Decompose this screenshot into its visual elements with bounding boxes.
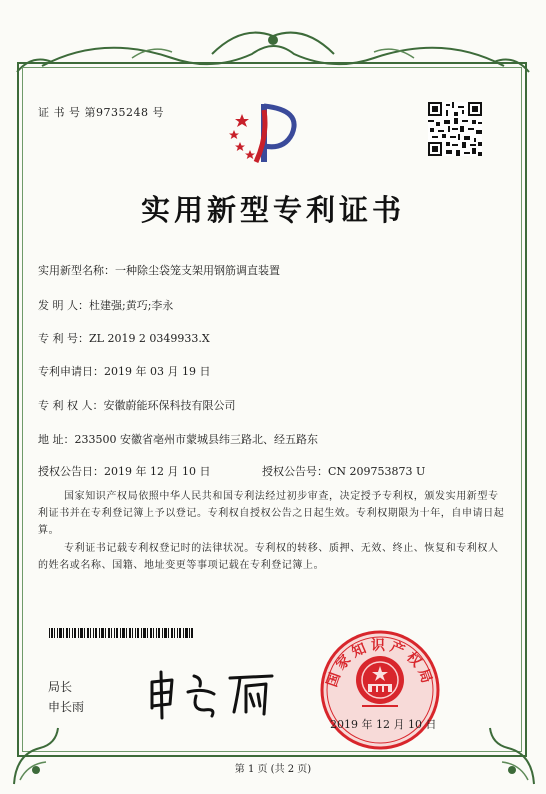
- filing-date-label: 专利申请日：: [38, 365, 104, 378]
- address-row: [38, 431, 318, 447]
- utility-model-name-value: 一种除尘袋笼支架用钢筋调直装置: [115, 264, 280, 277]
- grant-number-label: 授权公告号：: [262, 465, 328, 478]
- official-seal: [318, 628, 442, 752]
- seal-date: 2019 年 12 月 10 日: [330, 718, 437, 731]
- svg-text:国家知识产权局: 国家知识产权局: [324, 638, 436, 690]
- bottom-right-ornament: [482, 720, 542, 790]
- address-label: 地 址：: [38, 433, 75, 446]
- certificate-number: 证 书 号 第9735248 号: [38, 106, 164, 119]
- patent-number-value: ZL 2019 2 0349933.X: [89, 332, 210, 345]
- page-title: 实用新型专利证书: [140, 193, 405, 227]
- director-name: 申长雨: [48, 700, 85, 714]
- filing-date-row: [38, 363, 210, 379]
- barcode-icon: [49, 628, 193, 638]
- patent-number-label: 专 利 号：: [38, 332, 89, 345]
- grant-date-label: 授权公告日：: [38, 465, 104, 478]
- bottom-left-ornament: [6, 720, 66, 790]
- patentee-value: 安徽蔚能环保科技有限公司: [103, 399, 236, 412]
- patent-number-row: [38, 330, 210, 346]
- director-title: 局长: [48, 680, 73, 694]
- patentee-label: 专 利 权 人：: [38, 399, 104, 412]
- grant-date-row: [38, 463, 210, 479]
- address-value: 233500 安徽省亳州市蒙城县纬三路北、经五路东: [74, 433, 318, 446]
- inventor-row: [38, 297, 173, 313]
- page-number: 第 1 页 (共 2 页): [234, 764, 312, 775]
- cnipa-logo-icon: [226, 96, 306, 170]
- filing-date-value: 2019 年 03 月 19 日: [104, 365, 211, 378]
- qr-code-icon: [428, 102, 482, 156]
- grant-date-value: 2019 年 12 月 10 日: [104, 465, 211, 478]
- inventor-value: 杜建强;黄巧;李永: [89, 299, 174, 312]
- grant-number-value: CN 209753873 U: [328, 465, 426, 478]
- utility-model-name-label: 实用新型名称：: [38, 264, 115, 277]
- patentee-row: [38, 397, 236, 413]
- grant-paragraph: 国家知识产权局依照中华人民共和国专利法经过初步审查，决定授予专利权，颁发实用新型专利证书并在专利登记簿上予以登记。专利权自授权公告之日起生效。专利权期限为十年，自申请日起算。: [38, 491, 505, 536]
- grant-number-row: [262, 463, 425, 479]
- utility-model-name-row: [38, 262, 280, 278]
- inventor-label: 发 明 人：: [38, 299, 89, 312]
- legal-status-paragraph: 专利证书记载专利权登记时的法律状况。专利权的转移、质押、无效、终止、恢复和专利权人的姓名或名称、国籍、地址变更等事项记载在专利登记簿上。: [38, 543, 499, 571]
- handwritten-signature: [142, 664, 282, 720]
